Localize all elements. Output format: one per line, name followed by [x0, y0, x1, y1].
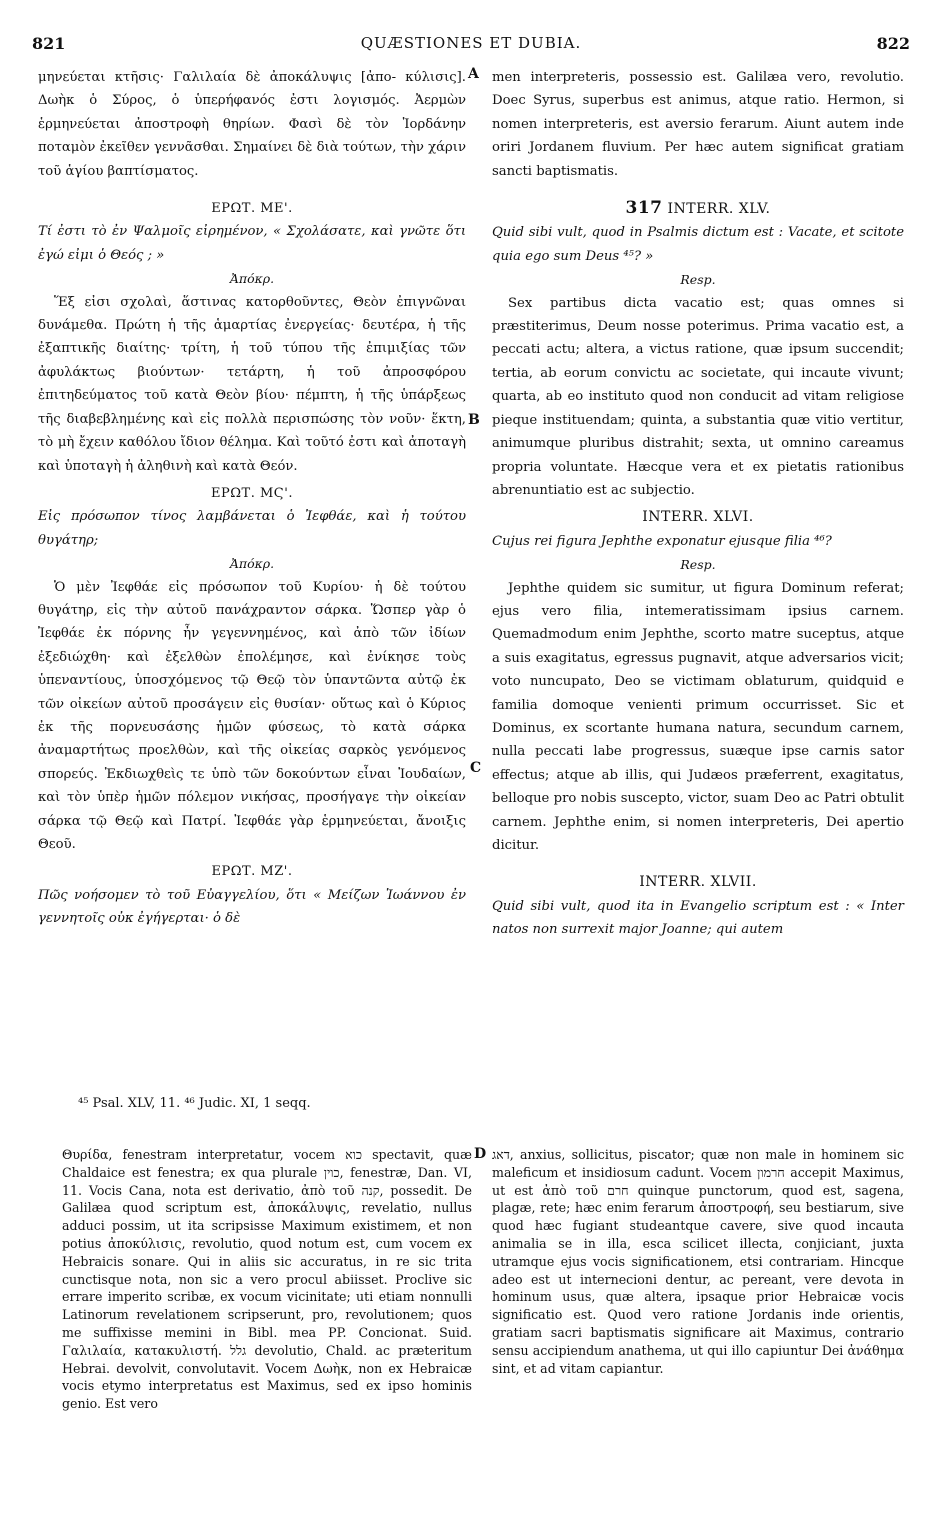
margin-letter-b: B: [468, 412, 480, 428]
greek-question-46: Εἰς πρόσωπον τίνος λαμβάνεται ὁ Ἰεφθάε, καὶ ἡ τούτου θυγάτηρ;: [38, 509, 466, 548]
column-number: 317: [625, 198, 663, 219]
page-number-left: 821: [32, 34, 66, 53]
page-header: [32, 34, 910, 56]
greek-heading-45: ΕΡΩΤ. ΜΕ'.: [211, 201, 293, 217]
running-title: QUÆSTIONES ET DUBIA.: [360, 34, 582, 52]
greek-heading-46: ΕΡΩΤ. ΜϚ'.: [211, 485, 293, 501]
greek-column: [38, 66, 466, 931]
latin-intro-paragraph: men interpreteris, possessio est. Galilæa vero, revolutio. Doec Syrus, superbus est animus, atque ratio. Hermon, si nomen interpreteris, est aversio ferarum. Aiunt autem inde oriri Jordanem fluvium. Per hæc autem significat gratiam sancti baptismatis.: [492, 70, 904, 179]
notes-left-column: [62, 1146, 472, 1413]
latin-heading-47: INTERR. XLVII.: [639, 874, 757, 891]
latin-question-46: Cujus rei figura Jephthe exponatur ejusque filia ⁴⁶?: [492, 533, 832, 549]
latin-heading-46: INTERR. XLVI.: [642, 509, 754, 526]
latin-question-47: Quid sibi vult, quod ita in Evangelio scriptum est : « Inter natos non surrexit major Joanne; qui autem: [492, 898, 904, 938]
greek-answer-46: Ὁ μὲν Ἰεφθάε εἰς πρόσωπον τοῦ Κυρίου· ἡ δὲ τούτου θυγάτηρ, εἰς τὴν αὐτοῦ πανάχραντον σάρκα. Ὥσπερ γὰρ ὁ Ἰεφθάε ἐκ πόρνης ἦν γεγεννημένος, καὶ ἀπὸ τῶν ἰδίων ἐξεδιώχθη· καὶ ἐξελθὼν ἐπολέμησε, καὶ ἐνίκησε τοὺς ὑπεναντίους, ὑποσχόμενος τῷ Θεῷ τὸν ὑπαντῶντα αὐτῷ ἐκ τῶν οἰκείων αὐτοῦ προσάγειν εἰς θυσίαν· οὕτως καὶ ὁ Κύριος ἐκ τῆς πορνευσάσης ἡμῶν φύσεως, τὸ κατὰ σάρκα ἀναμαρτήτως προελθὼν, καὶ τῆς οἰκείας σαρκὸς γενόμενος σπορεύς. Ἐκδιωχθεὶς τε ὑπὸ τῶν δοκούντων εἶναι Ἰουδαίων, καὶ τὸν ὑπὲρ ἡμῶν πόλεμον νικήσας, προσήγαγε τὴν οἰκείαν σάρκα τῷ Θεῷ καὶ Πατρί. Ἰεφθάε γὰρ ἑρμηνεύεται, ἄνοιξις Θεοῦ.: [38, 579, 466, 852]
latin-answer-45: Sex partibus dicta vacatio est; quas omnes si præstiterimus, Deum nosse poterimus. Prima vacatio est, a peccati actu; altera, a victus ratione, quæ ipsum succendit; tertia, ab eorum convictu ac societate, qui incaute vivunt; quarta, ab eo instituto quod non conducit ad vitam religiose pieque instituendam; quinta, a substantia quæ vitio vertitur, animumque pluribus distrahit; sexta, ut omnino careamus propria voluntate. Hæcque vera et ex pietatis rationibus abrenuntiatio est ac subjectio.: [492, 295, 904, 498]
greek-question-47: Πῶς νοήσομεν τὸ τοῦ Εὐαγγελίου, ὅτι « Μείζων Ἰωάννου ἐν γεννητοῖς οὐκ ἐγήγερται· ὁ δὲ: [38, 887, 466, 927]
notes-right-text: דאג, anxius, sollicitus, piscator; quæ non male in hominem sic maleficum et insidiosum cadunt. Vocem חרמון accepit Maximus, ut est ἀπὸ τοῦ חרם quinque punctorum, quod est, sagena, plagæ, rete; hæc enim ferarum ἀποστροφή, seu bestiarum, sive quod hæc fugiant studeantque cavere, sive quod incauta animalia se in illa, esca scilicet illecta, conjiciant, juxta utramque ejus vocis significationem, etsi contrariam. Hincque adeo est ut internecioni dentur, ac pereant, vere devota in hominum usus, quæ altera, ipsaque prior Hebraicæ vocis significatio est. Quod vero ratione Jordanis inde orientis, gratiam sacri baptismatis significare ait Maximus, contrario sensu accipiendum anathema, ut qui illo capiuntur Dei ἀνάθημα sint, et ad vitam capiantur.: [492, 1147, 904, 1376]
latin-answer-label-45: Resp.: [680, 272, 716, 288]
latin-heading-45-label: INTERR. XLV.: [667, 201, 771, 218]
greek-answer-label-46: Ἀπόκρ.: [229, 556, 275, 572]
latin-answer-46: Jephthe quidem sic sumitur, ut figura Dominum referat; ejus vero filia, intemeratissimam ipsius carnem. Quemadmodum enim Jephthe, scorto matre suceptus, atque a suis exagitatus, egressus pugnavit, atque adversarios vicit; voto nuncupato, Deo se victimam oblaturum, quidquid e familia domoque venienti primum occurrisset. Sic et Dominus, ex scortante humana natura, secundum carnem, nulla peccati labe progressus, suæque ipse carnis sator effectus; atque ab illis, qui Judæos præferrent, exagitatus, belloque pro nobis suscepto, victor, suam Deo ac Patri obtulit carnem. Jephthe enim, si nomen interpreteris, Dei apertio dicitur.: [492, 580, 904, 853]
greek-heading-47: ΕΡΩΤ. ΜΖ'.: [211, 864, 293, 880]
latin-answer-label-46: Resp.: [680, 557, 716, 573]
margin-letter-a: A: [468, 66, 479, 82]
margin-letter-c: C: [470, 760, 482, 776]
notes-right-column: [492, 1146, 904, 1377]
greek-question-45: Τί ἐστι τὸ ἐν Ψαλμοῖς εἰρημένον, « Σχολάσατε, καὶ γνῶτε ὅτι ἐγώ εἰμι ὁ Θεός ; »: [38, 224, 466, 263]
page-number-right: 822: [876, 34, 910, 53]
greek-intro-paragraph: μηνεύεται κτῆσις· Γαλιλαία δὲ ἀποκάλυψις [ἀπο- κύλισις]. Δωὴκ ὁ Σύρος, ὁ ὑπερήφανός ἐστι λογισμός. Ἀερμὼν ἑρμηνεύεται ἀποστροφὴ θηρίων. Φασὶ δὲ τὸν Ἰορδάνην ποταμὸν ἐκεῖθεν γεννᾶσθαι. Σημαίνει δὲ διὰ τούτων, τὴν χάριν τοῦ ἁγίου βαπτίσματος.: [38, 70, 466, 179]
latin-column: [492, 66, 904, 942]
greek-answer-45: Ἕξ εἰσι σχολαὶ, ἅστινας κατορθοῦντες, Θεὸν ἐπιγνῶναι δυνάμεθα. Πρώτη ἡ τῆς ἁμαρτίας ἐνεργείας· δευτέρα, ἡ τῆς ἐξαπτικῆς διαίτης· τρίτη, ἡ τοῦ τύπου τῆς ἐπιμιξίας τῶν ἀφυλάκτως βιούντων· τετάρτη, ἡ τοῦ ἀπροσφόρου ἐπιτηδεύματος τοῦ κατὰ Θεὸν βίου· πέμπτη, ἡ τῆς ὑπάρξεως τῆς διαβεβλημένης καὶ εἰς πολλὰ περισπώσης τὸν νοῦν· ἕκτη, τὸ μὴ ἔχειν καθόλου ἴδιον θέλημα. Καὶ τοῦτό ἐστι καὶ ἀποταγὴ καὶ ὑποταγὴ ἡ ἀληθινὴ καὶ κατὰ Θεόν.: [38, 294, 466, 474]
latin-question-45: Quid sibi vult, quod in Psalmis dictum est : Vacate, et scitote quia ego sum Deus ⁴⁵? »: [492, 225, 904, 264]
footnotes: ⁴⁵ Psal. XLV, 11. ⁴⁶ Judic. XI, 1 seqq.: [78, 1096, 311, 1111]
margin-letter-d: D: [474, 1146, 487, 1162]
latin-heading-45: [492, 197, 904, 221]
notes-left-text: Θυρίδα, fenestram interpretatur, vocem כוא spectavit, quæ Chaldaice est fenestra; ex qua plurale כוין, fenestræ, Dan. VI, 11. Vocis Cana, nota est derivatio, ἀπὸ τοῦ קנה, possedit. De Galilæa quod scriptum est, ἀποκάλυψις, revelatio, nullus adduci possim, ut ita scripsisse Maximum existimem, et non potius ἀποκύλισις, revolutio, quod notum est, cum vocem ex Hebraicis sonare. Qui in aliis sic accuratus, in re sic trita cunctisque nota, non sic a vero procul abiisset. Proclive sic errare imperito scribæ, ex vocum vicinitate; uti etiam nonnulli Latinorum revelationem scripserunt, pro, revolutionem; quos me suffixisse memini in Bibl. mea PP. Concionat. Suid. Γαλιλαία, κατακυλιστή. גלל devolutio, Chald. ac præteritum Hebrai. devolvit, convolutavit. Vocem Δωὴκ, non ex Hebraicæ vocis etymo interpretatus est Maximus, sed ex ipso hominis genio. Est vero: [62, 1147, 472, 1412]
greek-answer-label-45: Ἀπόκρ.: [229, 271, 275, 287]
